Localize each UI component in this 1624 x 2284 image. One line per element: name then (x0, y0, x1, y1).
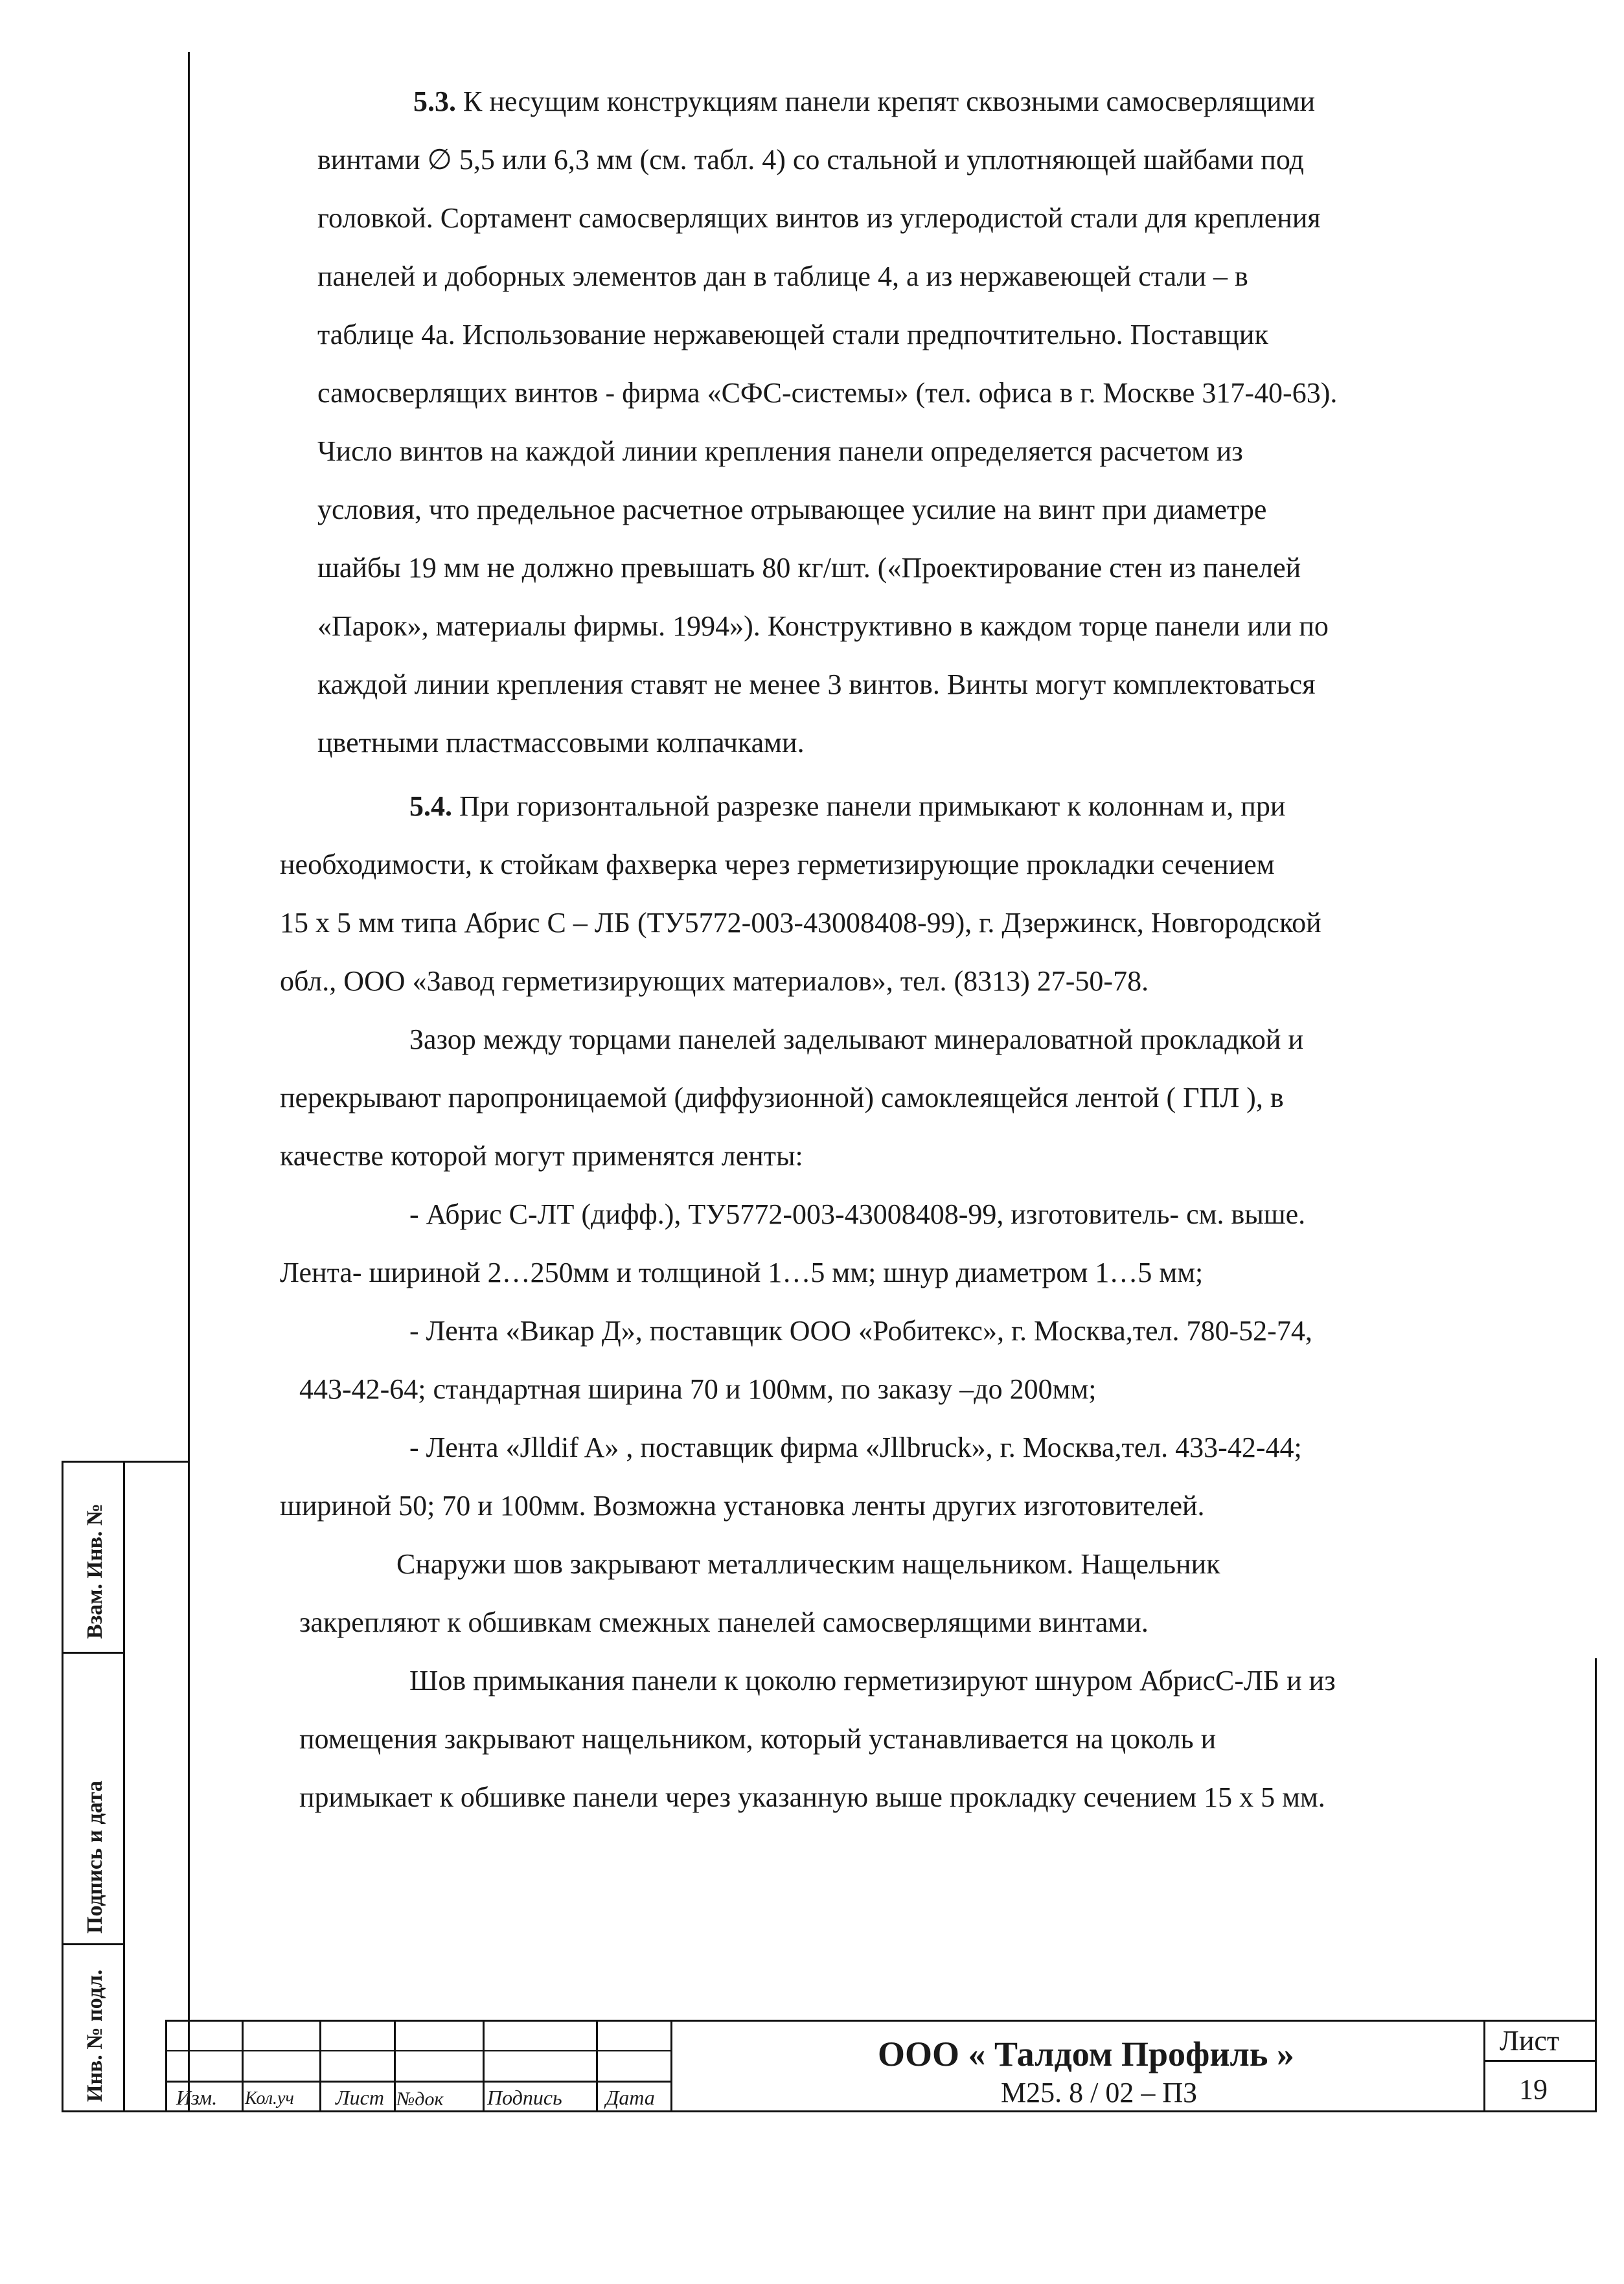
paragraph-5-4: 5.4. При горизонтальной разрезке панели примыкают к колоннам и, при необходимости, к стойкам фахверка через герметизирующие прокладки сечением 15 х 5 мм типа Абрис С – ЛБ (ТУ5772-003-43008408-99), г. Дзержинск, Новгородской обл., ООО «Завод герметизирующих материалов», тел. (8313) 27-50-78. (280, 790, 1321, 997)
document-code: М25. 8 / 02 – ПЗ (1001, 2077, 1198, 2108)
bottom-border-line (62, 2110, 1597, 2112)
stamp-col-kolich: Кол.уч (245, 2088, 294, 2108)
stamp-col-izm: Изм. (176, 2086, 218, 2109)
side-label-inv: Инв. № подл. (83, 1969, 107, 2102)
paragraph-tape-1: - Абрис С-ЛТ (дифф.), ТУ5772-003-43008408-99, изготовитель- см. выше. Лента- шириной 2…250мм и толщиной 1…5 мм; шнур диаметром 1…5 мм; (280, 1198, 1306, 1288)
paragraph-gap: Зазор между торцами панелей заделывают минераловатной прокладкой и перекрывают паропроницаемой (диффузионной) самоклеящейся лентой ( ГПЛ ), в качестве которой могут применятся ленты: (280, 1023, 1304, 1172)
sheet-label: Лист (1500, 2025, 1560, 2057)
paragraph-tape-3: - Лента «Jlldif A» , поставщик фирма «Jllbruck», г. Москва,тел. 433-42-44; шириной 50; 70 и 100мм. Возможна установка ленты других изготовителей. (280, 1432, 1302, 1522)
stamp-col-list: Лист (336, 2086, 384, 2109)
stamp-col-data: Дата (606, 2086, 655, 2109)
paragraph-outside: Снаружи шов закрывают металлическим нащельником. Нащельник закрепляют к обшивкам смежных панелей самосверлящими винтами. (299, 1548, 1220, 1638)
side-label-podpis: Подпись и дата (83, 1781, 107, 1934)
paragraph-5-3: 5.3. К несущим конструкциям панели крепят сквозными самосверлящими винтами ∅ 5,5 или 6,3 мм (см. табл. 4) со стальной и уплотняющей шайбами под головкой. Сортамент самосверлящих винтов из углеродистой стали для крепления панелей и доборных элементов дан в таблице 4, а из нержавеющей стали – в таблице 4а. Использование нержавеющей стали предпочтительно. Поставщик самосверлящих винтов - фирма «СФС-системы» (тел. офиса в г. Москве 317-40-63). Число винтов на каждой линии крепления панели определяется расчетом из условия, что предельное расчетное отрывающее усилие на винт при диаметре шайбы 19 мм не должно превышать 80 кг/шт. («Проектирование стен из панелей «Парок», материалы фирмы. 1994»). Конструктивно в каждом торце панели или по каждой линии крепления ставят не менее 3 винтов. Винты могут комплектоваться цветными пластмассовыми колпачками. (317, 86, 1338, 759)
company-name: ООО « Талдом Профиль » (878, 2035, 1294, 2073)
paragraph-label: 5.3. (413, 86, 456, 117)
side-label-vzam: Взам. Инв. № (83, 1503, 107, 1639)
sheet-number: 19 (1519, 2073, 1548, 2105)
stamp-col-podpis: Подпись (487, 2086, 562, 2109)
paragraph-plinth: Шов примыкания панели к цоколю герметизируют шнуром АбрисС-ЛБ и из помещения закрывают нащельником, который устанавливается на цоколь и примыкает к обшивке панели через указанную выше прокладку сечением 15 х 5 мм. (299, 1665, 1336, 1813)
stamp-col-ndok: №док (396, 2088, 444, 2110)
paragraph-label: 5.4. (409, 790, 452, 822)
paragraph-tape-2: - Лента «Викар Д», поставщик ООО «Робитекс», г. Москва,тел. 780-52-74, 443-42-64; стандартная ширина 70 и 100мм, по заказу –до 200мм; (299, 1315, 1312, 1405)
